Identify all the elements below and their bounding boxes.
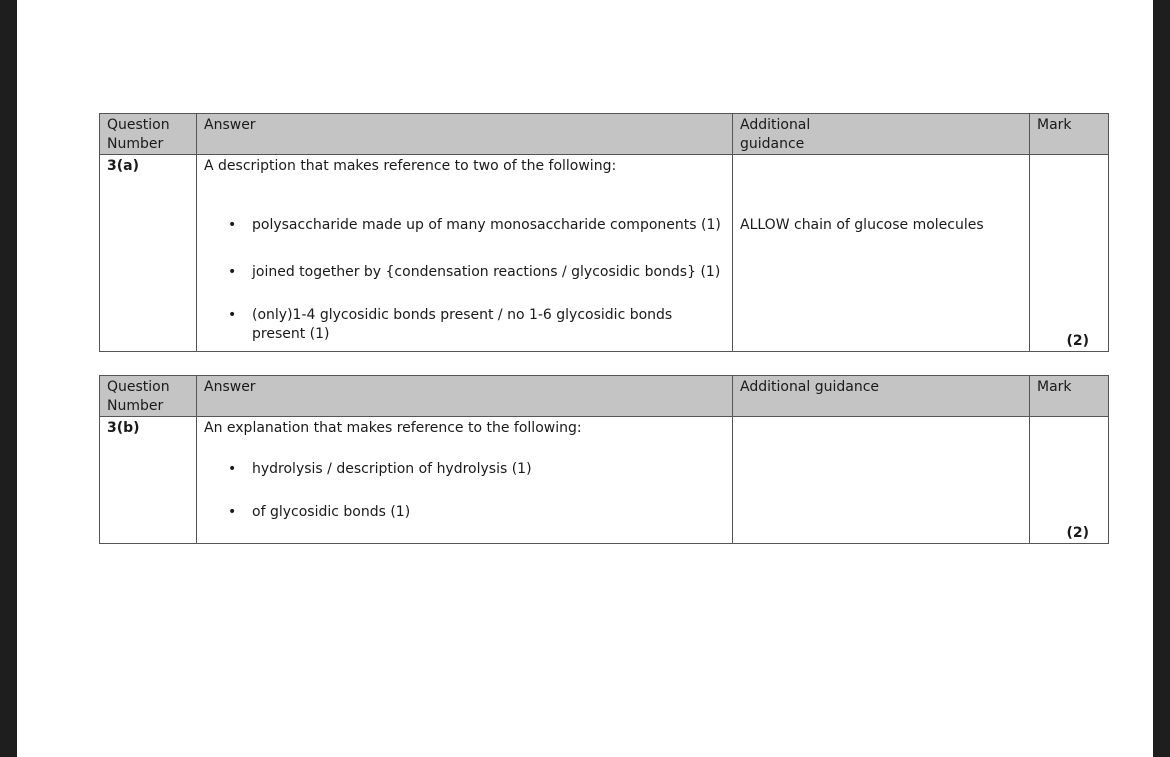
table-row <box>100 417 1109 544</box>
guidance-text: ALLOW chain of glucose molecules <box>740 217 984 233</box>
answer-points <box>204 460 725 522</box>
answer-point-text: hydrolysis / description of hydrolysis (1) <box>252 461 532 477</box>
guidance-cell <box>733 417 1030 544</box>
bullet-icon: • <box>228 217 237 233</box>
mark-value: (2) <box>1066 525 1089 541</box>
answer-point-text: polysaccharide made up of many monosaccharide components (1) <box>252 217 721 233</box>
answer-point-text: joined together by {condensation reactions / glycosidic bonds} (1) <box>252 264 721 280</box>
table-header-row <box>100 114 1109 155</box>
bullet-icon: • <box>228 461 237 477</box>
mark-cell <box>1030 155 1109 352</box>
document-page <box>17 0 1153 757</box>
guidance-cell <box>733 155 1030 352</box>
answer-points <box>204 216 725 344</box>
question-number: 3(a) <box>100 155 197 352</box>
answer-intro: A description that makes reference to two of the following: <box>204 158 617 174</box>
answer-point-text: of glycosidic bonds (1) <box>252 504 411 520</box>
header-guidance-text: Additional guidance <box>740 117 811 152</box>
answer-cell <box>197 417 733 544</box>
header-question-number: Question Number <box>100 376 197 417</box>
bullet-icon: • <box>228 307 237 323</box>
list-item <box>204 460 725 479</box>
answer-cell <box>197 155 733 352</box>
mark-scheme-table-3b <box>99 375 1109 544</box>
bullet-icon: • <box>228 264 237 280</box>
header-mark: Mark <box>1030 114 1109 155</box>
table-row <box>100 155 1109 352</box>
bullet-icon: • <box>228 504 237 520</box>
list-item <box>204 216 725 235</box>
header-question-number: Question Number <box>100 114 197 155</box>
mark-cell <box>1030 417 1109 544</box>
question-number: 3(b) <box>100 417 197 544</box>
mark-value: (2) <box>1066 333 1089 349</box>
answer-point-text: (only)1-4 glycosidic bonds present / no 1-6 glycosidic bonds present (1) <box>252 307 673 342</box>
mark-scheme-table-3a <box>99 113 1109 352</box>
header-additional-guidance <box>733 114 1030 155</box>
table-header-row <box>100 376 1109 417</box>
answer-intro: An explanation that makes reference to the following: <box>204 420 582 436</box>
list-item <box>204 503 725 522</box>
header-mark: Mark <box>1030 376 1109 417</box>
list-item <box>204 306 725 344</box>
list-item <box>204 263 725 282</box>
header-additional-guidance: Additional guidance <box>733 376 1030 417</box>
header-answer: Answer <box>197 376 733 417</box>
header-answer: Answer <box>197 114 733 155</box>
